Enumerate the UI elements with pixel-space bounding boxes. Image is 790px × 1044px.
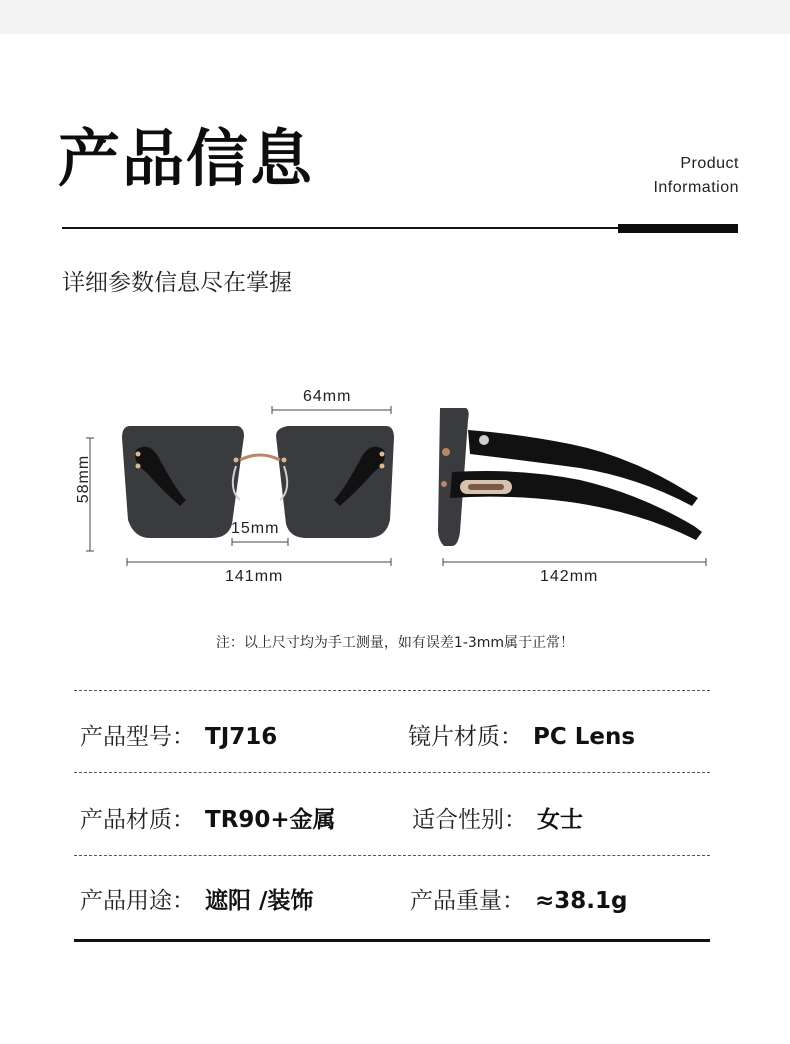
header-divider (62, 227, 618, 229)
english-title-line2: Information (653, 179, 739, 196)
spec-divider (74, 690, 710, 691)
sunglasses-illustration (0, 380, 790, 600)
page-title: 产品信息 (58, 122, 315, 195)
english-title (653, 152, 739, 200)
subtitle: 详细参数信息尽在掌握 (62, 270, 292, 296)
spec-label: 镜片材质： (408, 724, 523, 750)
spec-value: TR90+金属 (205, 807, 336, 833)
spec-use (80, 882, 313, 915)
spec-label: 产品型号： (80, 724, 195, 750)
spec-value: TJ716 (205, 724, 278, 750)
measurement-note: 注：以上尺寸均为手工测量，如有误差1-3mm属于正常！ (215, 635, 575, 651)
spec-value: 遮阳 /装饰 (205, 888, 314, 914)
spec-weight (410, 882, 627, 915)
header-divider-accent (618, 224, 738, 233)
spec-model (80, 718, 277, 751)
spec-value: PC Lens (533, 724, 636, 750)
spec-value: 女士 (537, 807, 583, 833)
front-width-label: 141mm (225, 568, 284, 585)
spec-bottom-rule (74, 939, 710, 942)
spec-material (80, 801, 336, 834)
temple-length-label: 142mm (540, 568, 599, 585)
top-bar (0, 0, 790, 34)
spec-label: 产品材质： (80, 807, 195, 833)
spec-divider (74, 772, 710, 773)
lens-height-label: 58mm (75, 454, 92, 504)
spec-gender (412, 801, 583, 834)
spec-divider (74, 855, 710, 856)
nose-width-label: 15mm (231, 520, 280, 537)
spec-value: ≈38.1g (535, 888, 628, 914)
spec-lens (408, 718, 635, 751)
product-figure (0, 380, 790, 600)
spec-label: 产品用途： (80, 888, 195, 914)
bridge-width-label: 64mm (303, 388, 352, 405)
spec-label: 产品重量： (410, 888, 525, 914)
spec-label: 适合性别： (412, 807, 527, 833)
side-view (438, 408, 702, 546)
english-title-line1: Product (680, 155, 739, 172)
